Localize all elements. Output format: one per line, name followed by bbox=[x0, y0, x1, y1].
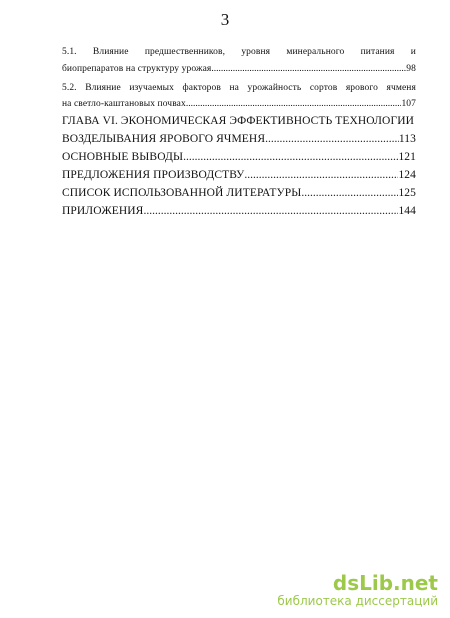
dot-leader bbox=[186, 96, 402, 112]
toc-page-number: 113 bbox=[398, 133, 416, 145]
toc-word: урожайность bbox=[247, 83, 302, 93]
toc-page-number: 121 bbox=[398, 151, 416, 163]
toc-entry-proposals[interactable] bbox=[62, 167, 416, 183]
toc-item-5-1-line2[interactable] bbox=[62, 61, 416, 77]
toc-word: факторов bbox=[182, 83, 221, 93]
toc-page-number: 107 bbox=[401, 99, 416, 109]
toc-word: и bbox=[410, 47, 416, 57]
toc-page-number: 144 bbox=[398, 205, 416, 217]
toc-word: питания bbox=[360, 47, 395, 57]
toc-entry-appendices[interactable] bbox=[62, 203, 416, 219]
toc-word: Влияние bbox=[85, 83, 121, 93]
dot-leader bbox=[301, 185, 398, 201]
toc-word: минерального bbox=[286, 47, 345, 57]
toc-word: ярового bbox=[345, 83, 378, 93]
dot-leader bbox=[211, 61, 406, 77]
toc-chapter-title: ГЛАВА VI. ЭКОНОМИЧЕСКАЯ ЭФФЕКТИВНОСТЬ ТЕХНОЛОГИИ bbox=[62, 115, 415, 127]
toc-item-5-2-line2[interactable] bbox=[62, 96, 416, 112]
toc-entry-conclusions[interactable] bbox=[62, 149, 416, 165]
toc-item-5-1-line1 bbox=[62, 44, 416, 60]
toc-word: ячменя bbox=[386, 83, 416, 93]
toc-page-number: 124 bbox=[398, 169, 416, 181]
dot-leader bbox=[244, 167, 398, 183]
toc-item-5-2-line1 bbox=[62, 80, 416, 96]
toc-entry-title: ПРИЛОЖЕНИЯ bbox=[62, 205, 144, 217]
toc-entry-title: ПРЕДЛОЖЕНИЯ ПРОИЗВОДСТВУ bbox=[62, 169, 245, 181]
toc-entry-title: ОСНОВНЫЕ ВЫВОДЫ bbox=[62, 151, 184, 163]
watermark-logo: dsLib.net bbox=[332, 571, 438, 595]
toc-page-number: 125 bbox=[398, 187, 416, 199]
watermark-subtitle: библиотека диссертаций bbox=[277, 594, 438, 608]
dot-leader bbox=[265, 131, 399, 147]
dot-leader bbox=[143, 203, 398, 219]
toc-entry-title: на светло-каштановых почвах bbox=[62, 99, 186, 109]
toc-word: предшественников, bbox=[144, 47, 226, 57]
toc-entry-references[interactable] bbox=[62, 185, 416, 201]
dot-leader bbox=[183, 149, 398, 165]
toc-entry-title: биопрепаратов на структуру урожая bbox=[62, 64, 212, 74]
page-number: 3 bbox=[220, 10, 230, 29]
toc-word: Влияние bbox=[92, 47, 129, 57]
toc-entry-title: СПИСОК ИСПОЛЬЗОВАННОЙ ЛИТЕРАТУРЫ bbox=[62, 187, 302, 199]
toc-chapter-6-line2[interactable] bbox=[62, 131, 416, 147]
watermark bbox=[277, 572, 438, 608]
toc-entry-title: ВОЗДЕЛЫВАНИЯ ЯРОВОГО ЯЧМЕНЯ bbox=[62, 133, 266, 145]
toc-word: сортов bbox=[309, 83, 338, 93]
toc-word: 5.1. bbox=[62, 47, 77, 57]
toc-chapter-6-line1 bbox=[62, 113, 416, 129]
toc-word: уровня bbox=[241, 47, 271, 57]
toc-word: 5.2. bbox=[62, 83, 77, 93]
toc-word: на bbox=[229, 83, 240, 93]
toc-page-number: 98 bbox=[406, 64, 416, 74]
toc-word: изучаемых bbox=[129, 83, 174, 93]
